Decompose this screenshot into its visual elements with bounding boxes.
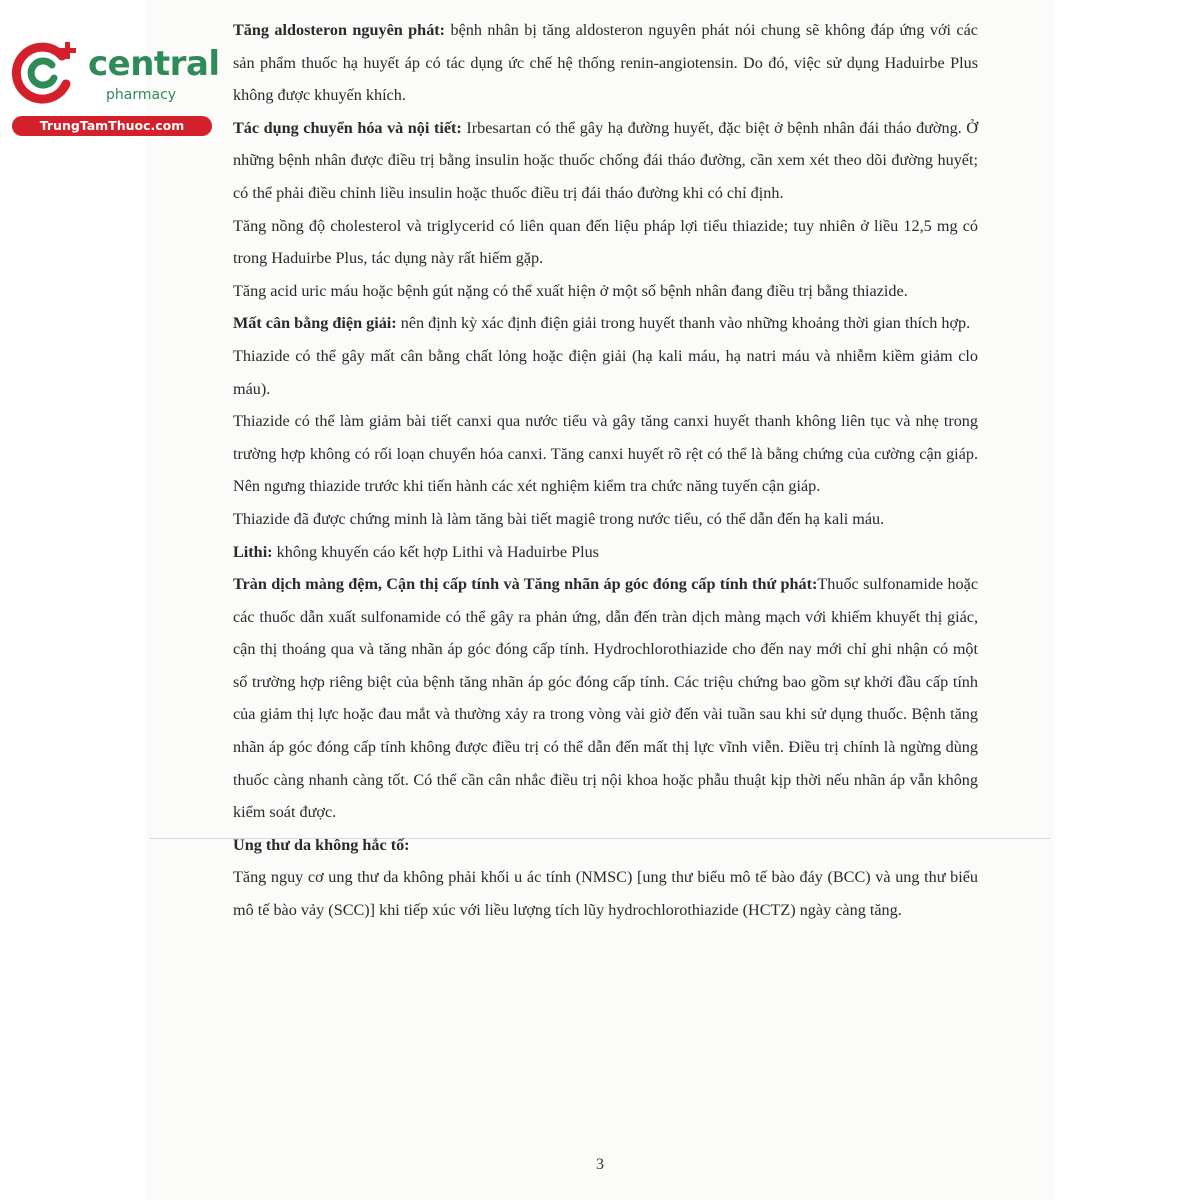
paragraph-thiazide-magnesium [233,503,978,536]
paragraph-thiazide-calcium [233,405,978,503]
paragraph-text: Tăng nồng độ cholesterol và triglycerid có liên quan đến liệu pháp lợi tiểu thiazide; tuy nhiên ở liều 12,5 mg có trong Haduirbe Plus, tác dụng này rất hiếm gặp. [233,216,978,268]
paragraph-heading: Lithi: [233,542,273,561]
pharmacy-logo [10,38,220,138]
paragraph-uric-acid [233,275,978,308]
paragraph-lithium [233,536,978,569]
paragraph-heading: Tác dụng chuyển hóa và nội tiết: [233,118,462,137]
brand-name: central [88,44,220,84]
paragraph-metabolic-endocrine [233,112,978,210]
paragraph-text: Thiazide có thể làm giảm bài tiết canxi qua nước tiểu và gây tăng canxi huyết thanh không liên tục và nhẹ trong trường hợp không có rối loạn chuyển hóa canxi. Tăng canxi huyết rõ rệt có thể là bằng chứng của cường cận giáp. Nên ngưng thiazide trước khi tiến hành các xét nghiệm kiểm tra chức năng tuyến cận giáp. [233,412,978,496]
page-number: 3 [596,1156,604,1173]
paragraph-thiazide-fluid [233,340,978,405]
pharmacy-logo-icon [10,38,82,106]
brand-subtitle: pharmacy [106,87,177,103]
paragraph-primary-aldosteronism [233,14,978,112]
paragraph-nmsc-risk [233,861,978,926]
paragraph-heading: Mất cân bằng điện giải: [233,314,397,333]
paragraph-text: Tăng nguy cơ ung thư da không phải khối u ác tính (NMSC) [ung thư biểu mô tế bào đáy (BCC) và ung thư biểu mô tế bào vảy (SCC)] khi tiếp xúc với liều lượng tích lũy hydrochlorothiazide (HCTZ) ngày càng tăng. [233,868,978,920]
paragraph-nmsc-heading [233,829,978,862]
document-body [233,14,978,927]
paragraph-text: không khuyến cáo kết hợp Lithi và Haduirbe Plus [272,542,599,561]
paragraph-text: bệnh nhân bị tăng aldosteron nguyên phát nói chung sẽ không đáp ứng với các sản phẩm thuốc hạ huyết áp có tác dụng ức chế hệ thống renin-angiotensin. Do đó, việc sử dụng Haduirbe Plus không được khuyến khích. [233,21,978,105]
paragraph-heading: Ung thư da không hắc tố: [233,835,410,854]
paragraph-electrolyte-imbalance [233,307,978,340]
paragraph-text: Thuốc sulfonamide hoặc các thuốc dẫn xuất sulfonamide có thể gây ra phản ứng, dẫn đến tràn dịch màng mạch với khiếm khuyết thị giác, cận thị thoáng qua và tăng nhãn áp góc đóng cấp tính. Hydrochlorothiazide cho đến nay mới chỉ ghi nhận có một số trường hợp riêng biệt của bệnh tăng nhãn áp góc đóng cấp tính. Các triệu chứng bao gồm sự khởi đầu cấp tính của giảm thị lực hoặc đau mắt và thường xảy ra trong vòng vài giờ đến vài tuần sau khi sử dụng thuốc. Bệnh tăng nhãn áp góc đóng cấp tính không được điều trị có thể dẫn đến mất thị lực vĩnh viễn. Điều trị chính là ngừng dùng thuốc càng nhanh càng tốt. Có thể cần cân nhắc điều trị nội khoa hoặc phẫu thuật kịp thời nếu nhãn áp vẫn không kiểm soát được. [233,575,979,822]
paragraph-text: Thiazide đã được chứng minh là làm tăng bài tiết magiê trong nước tiểu, có thể dẫn đến hạ kali máu. [233,509,885,528]
paragraph-heading: Tràn dịch màng đệm, Cận thị cấp tính và Tăng nhãn áp góc đóng cấp tính thứ phát: [233,575,818,594]
paragraph-cholesterol [233,210,978,275]
paragraph-text: Thiazide có thể gây mất cân bằng chất lỏng hoặc điện giải (hạ kali máu, hạ natri máu và nhiễm kiềm giảm clo máu). [233,346,978,398]
brand-url: TrungTamThuoc.com [12,116,212,136]
paragraph-heading: Tăng aldosteron nguyên phát: [233,21,446,39]
paragraph-text: nên định kỳ xác định điện giải trong huyết thanh vào những khoảng thời gian thích hợp. [396,314,971,333]
paragraph-text: Tăng acid uric máu hoặc bệnh gút nặng có thể xuất hiện ở một số bệnh nhân đang điều trị bằng thiazide. [233,281,908,300]
paragraph-choroidal-effusion [233,568,978,829]
paragraph-text: Irbesartan có thể gây hạ đường huyết, đặc biệt ở bệnh nhân đái tháo đường. Ở những bệnh nhân được điều trị bằng insulin hoặc thuốc chống đái tháo đường, cần xem xét theo dõi đường huyết; có thể phải điều chỉnh liều insulin hoặc thuốc điều trị đái tháo đường khi có chỉ định. [233,118,978,202]
